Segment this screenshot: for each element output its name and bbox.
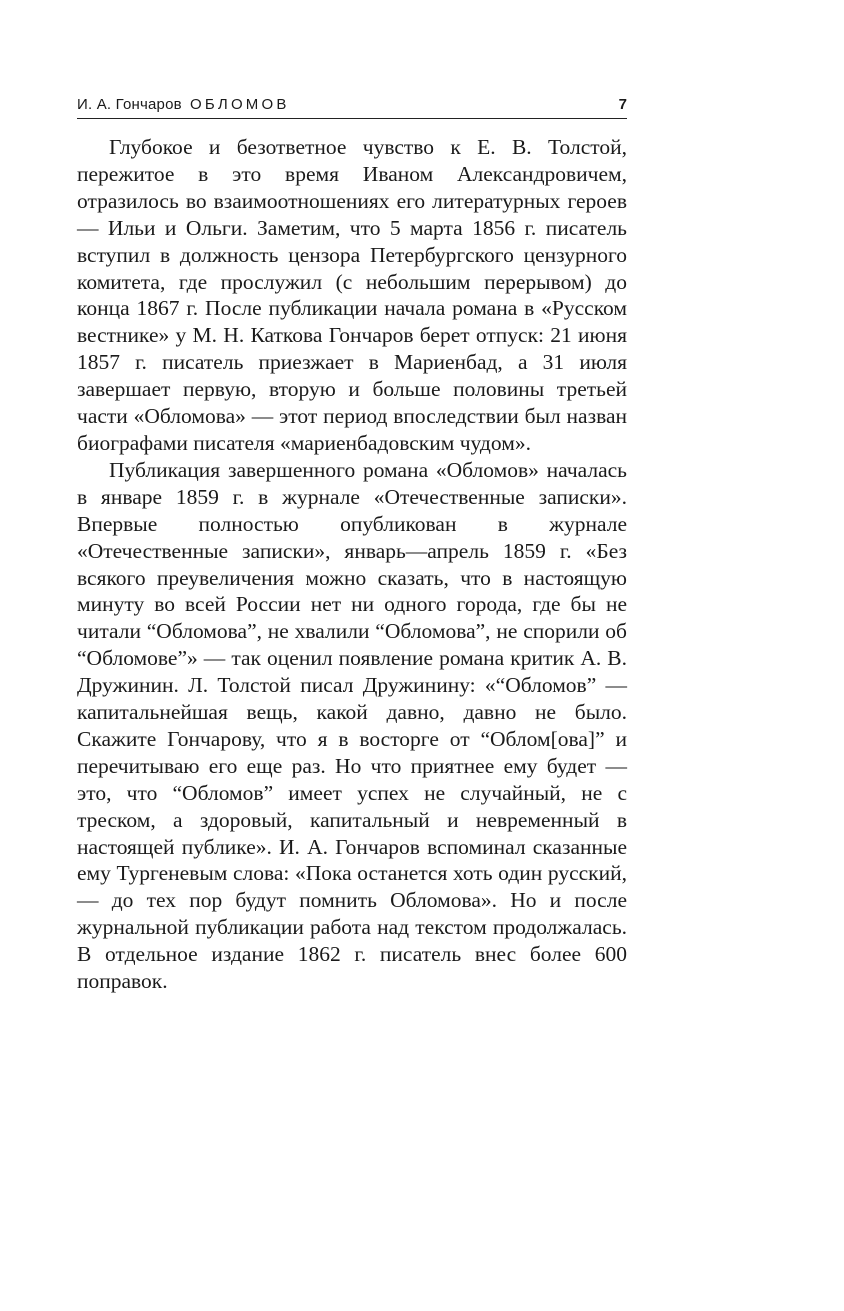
paragraph: Глубокое и безответное чувство к Е. В. Толстой, пережитое в это время Иваном Александровичем, отразилось во взаимоотношениях его литературных героев — Ильи и Ольги. Заметим, что 5 марта 1856 г. писатель вступил в должность цензора Петербургского цензурного комитета, где прослужил (с небольшим перерывом) до конца 1867 г. После публикации начала романа в «Русском вестнике» у М. Н. Каткова Гончаров берет отпуск: 21 июня 1857 г. писатель приезжает в Мариенбад, а 31 июля завершает первую, вторую и больше половины третьей части «Обломова» — этот период впоследствии был назван биографами писателя «мариенбадовским чудом». <box>77 135 627 455</box>
paragraph: Публикация завершенного романа «Обломов» началась в январе 1859 г. в журнале «Отечественные записки». Впервые полностью опубликован в журнале «Отечественные записки», январь—апрель 1859 г. «Без всякого преувеличения можно сказать, что в настоящую минуту во всей России нет ни одного города, где бы не читали “Обломова”, не хвалили “Обломова”, не спорили об “Обломове”» — так оценил появление романа критик А. В. Дружинин. Л. Толстой писал Дружинину: «“Обломов” — капитальнейшая вещь, какой давно, давно не было. Скажите Гончарову, что я в восторге от “Облом[ова]” и перечитываю его еще раз. Но что приятнее ему будет — это, что “Обломов” имеет успех не случайный, не с треском, а здоровый, капитальный и невременный в настоящей публике». И. А. Гончаров вспоминал сказанные ему Тургеневым слова: «Пока останется хоть один русский, — до тех пор будут помнить Обломова». Но и после журнальной публикации работа над текстом продолжалась. В отдельное издание 1862 г. писатель внес более 600 поправок. <box>77 457 627 994</box>
running-header <box>77 94 627 119</box>
page-body <box>77 134 627 995</box>
header-author: И. А. Гончаров <box>77 96 182 113</box>
page-number: 7 <box>618 96 627 113</box>
running-header-left <box>77 94 290 116</box>
header-book-title: ОБЛОМОВ <box>189 96 290 113</box>
